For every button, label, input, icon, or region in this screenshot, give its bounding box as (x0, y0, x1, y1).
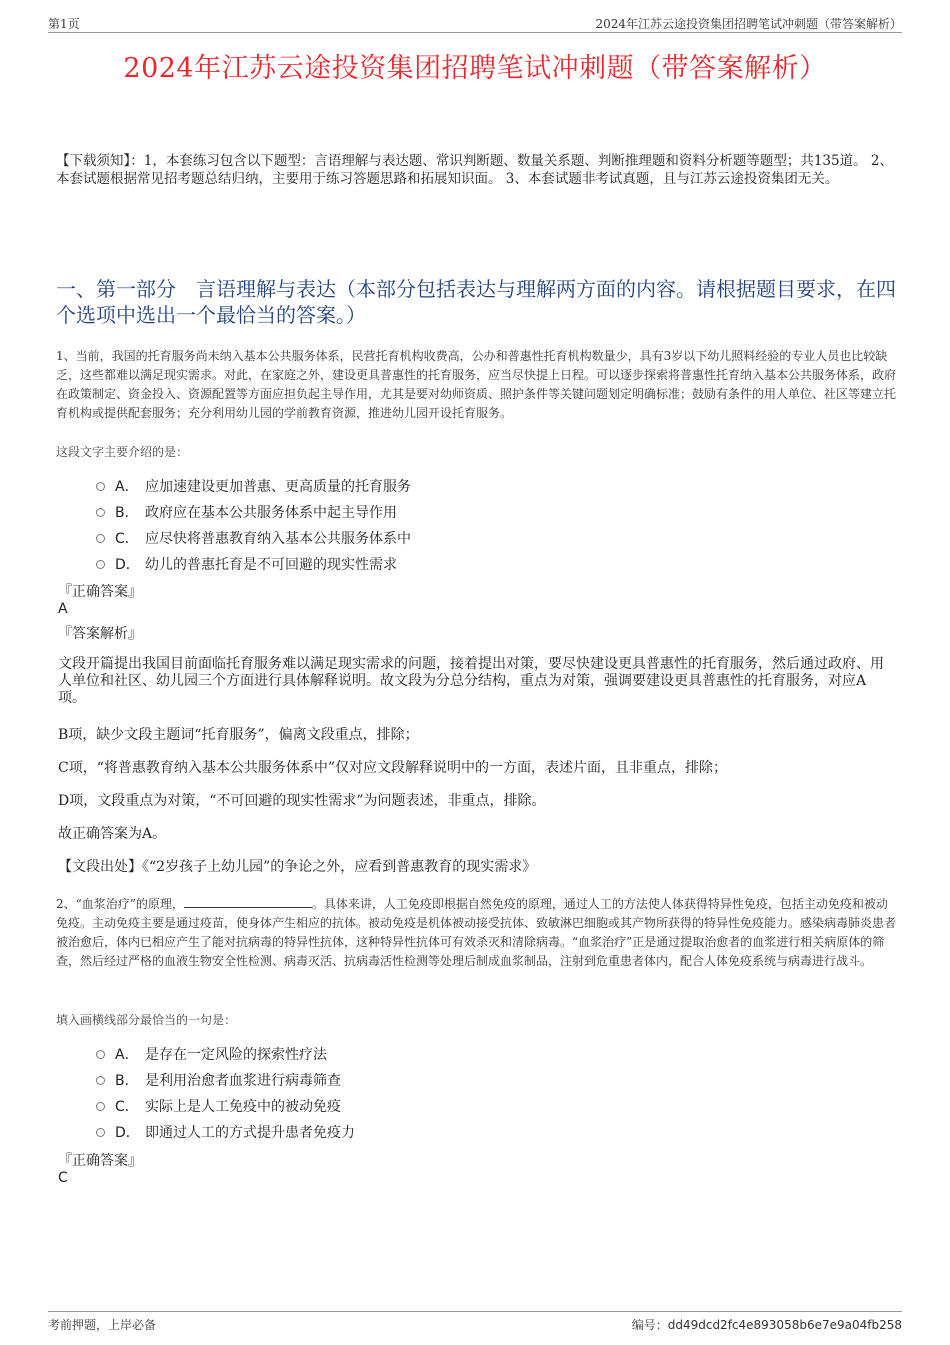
analysis-paragraph: B项，缺少文段主题词“托育服务”，偏离文段重点，排除； (58, 727, 419, 743)
answer-label: 『正确答案』 (58, 584, 142, 600)
document-title: 2024年江苏云途投资集团招聘笔试冲刺题（带答案解析） (123, 53, 827, 84)
radio-icon[interactable] (96, 534, 105, 543)
option-d[interactable]: D． 即通过人工的方式提升患者免疫力 (96, 1119, 355, 1145)
question-1-options (96, 473, 411, 577)
question-2-text: 2、“血浆治疗”的原理， 。具体来讲，人工免疫即根据自然免疫的原理，通过人工的方法使人体获得特异性免疫，包括主动免疫和被动免疫。主动免疫主要是通过疫苗，使身体产生相应的抗体。被动免疫是机体被动接受抗体、致敏淋巴细胞或其产物所获得的特异性免疫能力。感染病毒肺炎患者被治愈后，体内已相应产生了能对抗病毒的特异性抗体，这种特异性抗体可有效杀灭和清除病毒。“血浆治疗”正是通过提取治愈者的血浆进行相关病原体的筛查，然后经过严格的血液生物安全性检测、病毒灭活、抗病毒活性检测等处理后制成血浆制品，注射到危重患者体内，配合人体免疫系统与病毒进行战斗。 (56, 897, 897, 968)
question-2-options (96, 1041, 355, 1145)
question-2-prompt: 填入画横线部分最恰当的一句是： (56, 1013, 237, 1027)
page-number: 第1页 (48, 17, 80, 31)
download-notice: 【下载须知】：1，本套练习包含以下题型：言语理解与表达题、常识判断题、数量关系题、判断推理题和资料分析题等题型；共135道。 2、本套试题根据常见招考题总结归纳，主要用于练习答题思路和拓展知识面。 3、本套试题非考试真题，且与江苏云途投资集团无关。 (56, 153, 893, 187)
option-c[interactable]: C． 应尽快将普惠教育纳入基本公共服务体系中 (96, 525, 411, 551)
page-header (48, 14, 902, 33)
option-b[interactable]: B． 政府应在基本公共服务体系中起主导作用 (96, 499, 411, 525)
analysis-paragraph: 故正确答案为A。 (58, 826, 167, 842)
analysis-label: 『答案解析』 (58, 626, 142, 642)
fill-blank (184, 895, 312, 908)
analysis-paragraph: 文段开篇提出我国目前面临托育服务难以满足现实需求的问题，接着提出对策，要尽快建设更具普惠性的托育服务，然后通过政府、用人单位和社区、幼儿园三个方面进行具体解释说明。故文段为分总分结构，重点为对策，强调要建设更具普惠性的托育服务，对应A项。 (58, 656, 884, 706)
footer-slogan: 考前押题，上岸必备 (48, 1318, 157, 1332)
option-d[interactable]: D． 幼儿的普惠托育是不可回避的现实性需求 (96, 551, 411, 577)
answer-value: A (58, 601, 68, 617)
answer-value: C (58, 1170, 68, 1186)
page-footer (48, 1311, 902, 1333)
option-a[interactable]: A． 应加速建设更加普惠、更高质量的托育服务 (96, 473, 411, 499)
radio-icon[interactable] (96, 1102, 105, 1111)
header-doc-title: 2024年江苏云途投资集团招聘笔试冲刺题（带答案解析） (595, 17, 902, 31)
answer-label: 『正确答案』 (58, 1153, 142, 1169)
analysis-paragraph: D项，文段重点为对策，“不可回避的现实性需求”为问题表述，非重点，排除。 (58, 793, 546, 809)
option-c[interactable]: C． 实际上是人工免疫中的被动免疫 (96, 1093, 355, 1119)
section-heading: 一、第一部分 言语理解与表达（本部分包括表达与理解两方面的内容。请根据题目要求，在四个选项中选出一个最恰当的答案。） (56, 277, 896, 327)
question-1-text: 1、当前，我国的托育服务尚未纳入基本公共服务体系，民营托育机构收费高，公办和普惠性托育机构数量少，具有3岁以下幼儿照料经验的专业人员也比较缺乏，这些都难以满足现实需求。对此，在家庭之外，建设更具普惠性的托育服务，应当尽快提上日程。可以逐步探索将普惠性托育纳入基本公共服务体系，政府在政策制定、资金投入、资源配置等方面应担负起主导作用，尤其是要对幼师资质、照护条件等关键问题划定明确标准；鼓励有条件的用人单位、社区等建立托育机构或提供配套服务；充分利用幼儿园的学前教育资源，推进幼儿园开设托育服务。 (56, 349, 897, 420)
question-1-prompt: 这段文字主要介绍的是： (56, 445, 189, 459)
radio-icon[interactable] (96, 1076, 105, 1085)
radio-icon[interactable] (96, 560, 105, 569)
source-citation: 【文段出处】《“2岁孩子上幼儿园”的争论之外，应看到普惠教育的现实需求》 (58, 859, 537, 875)
radio-icon[interactable] (96, 508, 105, 517)
document-code: 编号：dd49dcd2fc4e893058b6e7e9a04fb258 (631, 1318, 902, 1332)
option-b[interactable]: B． 是利用治愈者血浆进行病毒筛查 (96, 1067, 355, 1093)
radio-icon[interactable] (96, 482, 105, 491)
radio-icon[interactable] (96, 1050, 105, 1059)
radio-icon[interactable] (96, 1128, 105, 1137)
analysis-paragraph: C项，“将普惠教育纳入基本公共服务体系中”仅对应文段解释说明中的一方面，表述片面，且非重点，排除； (58, 760, 728, 776)
option-a[interactable]: A． 是存在一定风险的探索性疗法 (96, 1041, 355, 1067)
